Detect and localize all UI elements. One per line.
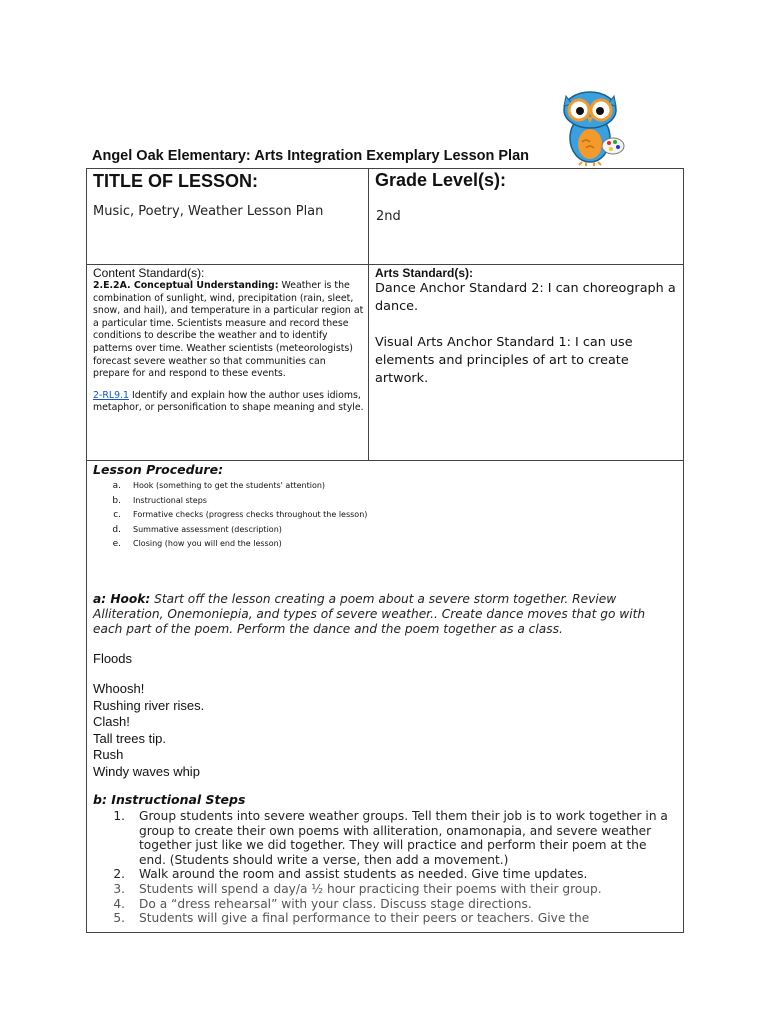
arts-standard-cell — [369, 265, 684, 461]
instructional-step — [87, 867, 683, 882]
hook-label: a: Hook: — [93, 591, 151, 606]
poem-line: Whoosh! — [93, 681, 145, 696]
instructional-steps-list — [87, 809, 683, 926]
procedure-item-letter: c. — [113, 510, 121, 520]
standard-description: Weather is the combination of sunlight, wind, precipitation (rain, sleet, snow, and hail), and temperature in a particular region at a particular time. Scientists measure and record these conditions to describe the weather and to identify patterns over time. Weather scientists (meteorologists) forecast severe weather so that communities can prepare for and respond to these events. — [93, 280, 364, 380]
instructional-steps-title: b: Instructional Steps — [93, 792, 246, 807]
step-text: Students will give a final performance to their peers or teachers. Give the — [139, 911, 590, 926]
procedure-item-letter: d. — [112, 524, 121, 535]
instructional-step — [87, 809, 683, 867]
content-standard-label: Content Standard(s): — [93, 266, 205, 280]
procedure-item-text: Summative assessment (description) — [133, 524, 282, 534]
owl-artist-icon — [560, 88, 626, 166]
hook-text: Start off the lesson creating a poem about a severe storm together. Review Alliteration, Onemoniepia, and types of severe weather.. Create dance moves that go with each part of the poem. Perform the dance and the poem together as a class. — [93, 591, 646, 636]
grade-level-value: 2nd — [376, 209, 401, 224]
procedure-item-letter: b. — [112, 495, 121, 506]
step-text: Do a “dress rehearsal” with your class. Discuss stage directions. — [139, 896, 532, 911]
lesson-plan-table — [86, 168, 684, 933]
step-number: 2. — [113, 867, 125, 882]
title-of-lesson-cell — [87, 169, 369, 265]
step-text: Students will spend a day/a ½ hour practicing their poems with their group. — [139, 881, 602, 896]
grade-level-label: Grade Level(s): — [375, 170, 507, 190]
procedure-item — [87, 496, 683, 511]
poem-title: Floods — [93, 650, 133, 666]
lesson-procedure-cell — [87, 461, 684, 933]
procedure-item — [87, 525, 683, 540]
reading-standard-text: Identify and explain how the author uses idioms, metaphor, or personification to shape meaning and style. — [93, 389, 364, 414]
step-text: Walk around the room and assist students as needed. Give time updates. — [139, 867, 588, 882]
arts-standard-label: Arts Standard(s): — [375, 266, 474, 280]
grade-level-cell — [369, 169, 684, 265]
step-number: 5. — [113, 911, 125, 926]
poem-line: Clash! — [93, 714, 130, 729]
procedure-item-text: Hook (something to get the students' attention) — [133, 481, 326, 490]
lesson-procedure-list — [87, 481, 683, 554]
step-text: Group students into severe weather groups. Tell them their job is to work together in a group to create their own poems with alliteration, onamonapia, and severe weather together just like we did together. They will practice and perform their poem at the end. (Students should write a verse, then add a movement.) — [139, 809, 668, 867]
poem-line: Tall trees tip. — [93, 730, 166, 746]
procedure-item-text: Instructional steps — [133, 495, 207, 505]
title-of-lesson-label: TITLE OF LESSON: — [93, 171, 258, 191]
standard-code: 2.E.2A. Conceptual Understanding: — [93, 280, 279, 291]
reading-standard — [93, 390, 364, 415]
poem-line: Windy waves whip — [93, 763, 200, 779]
procedure-item — [87, 510, 683, 525]
visual-arts-standard: Visual Arts Anchor Standard 1: I can use elements and principles of art to create artwork. — [375, 335, 633, 386]
document-heading: Angel Oak Elementary: Arts Integration Exemplary Lesson Plan — [92, 148, 530, 164]
poem-lines — [93, 681, 683, 780]
instructional-step — [87, 882, 683, 897]
procedure-item-text: Formative checks (progress checks throughout the lesson) — [133, 510, 368, 519]
poem-line: Rush — [93, 747, 124, 762]
procedure-item-letter: e. — [112, 539, 121, 549]
procedure-item-text: Closing (how you will end the lesson) — [133, 539, 282, 548]
lesson-procedure-title: Lesson Procedure: — [93, 462, 224, 477]
step-number: 1. — [113, 809, 125, 823]
procedure-item-letter: a. — [112, 481, 121, 491]
instructional-step — [87, 897, 683, 912]
instructional-step — [87, 911, 683, 926]
procedure-item — [87, 539, 683, 554]
dance-standard: Dance Anchor Standard 2: I can choreograph a dance. — [375, 281, 676, 314]
title-of-lesson-value: Music, Poetry, Weather Lesson Plan — [93, 204, 324, 219]
standard-link[interactable]: 2-RL9.1 — [93, 389, 129, 401]
content-standard-cell — [87, 265, 369, 461]
step-number: 4. — [113, 896, 125, 911]
step-number: 3. — [113, 881, 125, 896]
hook-paragraph — [93, 592, 677, 637]
poem-line: Rushing river rises. — [93, 697, 205, 713]
procedure-item — [87, 481, 683, 496]
content-standard-text — [93, 280, 364, 381]
poem — [93, 651, 683, 781]
